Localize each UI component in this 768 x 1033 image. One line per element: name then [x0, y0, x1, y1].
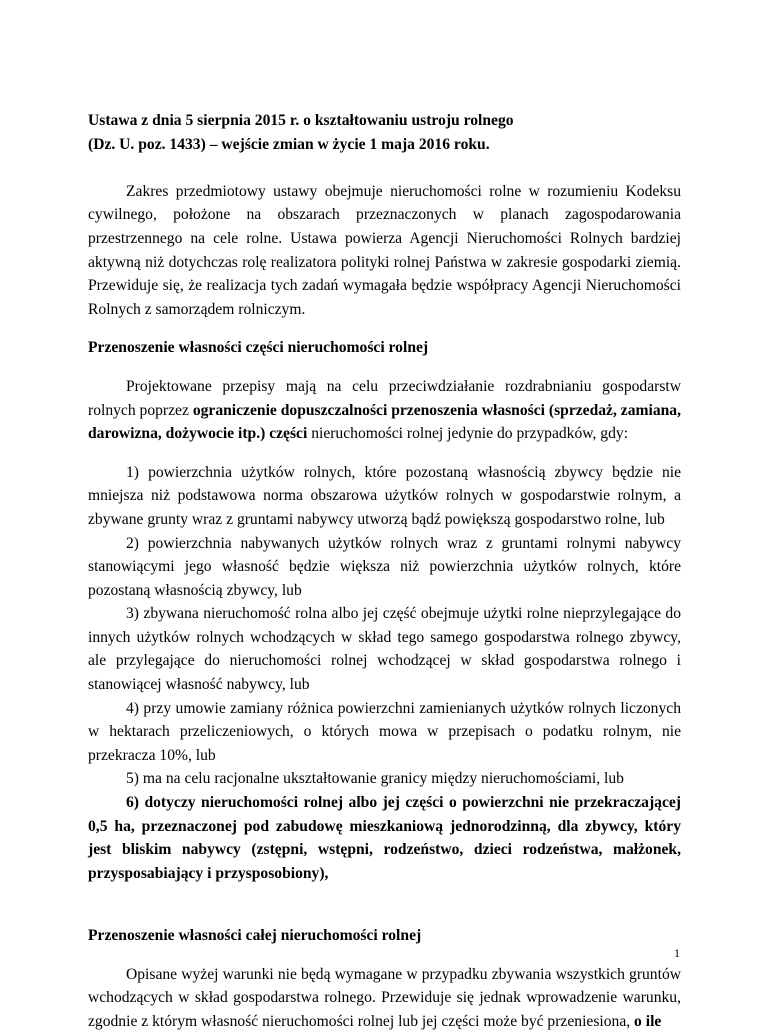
intro-paragraph: Zakres przedmiotowy ustawy obejmuje nieruchomości rolne w rozumieniu Kodeksu cywilnego, położone na obszarach przeznaczonych w planach zagospodarowania przestrzennego na cele rolne. Ustawa powierza Agencji Nieruchomości Rolnych bardziej aktywną niż dotychczas rolę realizatora polityki rolnej Państwa w zakresie gospodarki ziemią. Przewiduje się, że realizacja tych zadań wymagała będzie współpracy Agencji Nieruchomości Rolnych z samorządem rolniczym. — [88, 182, 681, 318]
section-heading-part: Przenoszenie własności części nieruchomości rolnej — [88, 339, 429, 357]
document-body — [88, 109, 681, 1033]
section2-text: Opisane wyżej warunki nie będą wymagane w przypadku zbywania wszystkich gruntów wchodzących w skład gospodarstwa rolnego. Przewiduje się jednak wprowadzenie warunku, zgodnie z którym własność nieruchomości rolnej lub jej części może być przeniesiona, — [88, 965, 681, 1030]
spacer — [88, 948, 681, 963]
section1-text-bold: ograniczenie dopuszczalności przenoszenia własności (sprzedaż, zamiana, darowizna, dożywocie itp.) części — [88, 401, 681, 443]
spacer — [88, 446, 681, 461]
page-number: 1 — [674, 946, 680, 960]
list-item-5: 5) ma na celu racjonalne ukształtowanie granicy między nieruchomościami, lub — [126, 770, 624, 788]
list-item-4: 4) przy umowie zamiany różnica powierzchni zamienianych użytków rolnych liczonych w hektarach przeliczeniowych, o których mowa w przepisach o podatku rolnym, nie przekracza 10%, lub — [88, 699, 681, 764]
spacer — [88, 321, 681, 336]
spacer — [88, 360, 681, 375]
list-item-6: 6) dotyczy nieruchomości rolnej albo jej części o powierzchni nie przekraczającej 0,5 ha, przeznaczonej pod zabudowę mieszkaniową jednorodzinną, dla zbywcy, który jest bliskim nabywcy (zstępni, wstępni, rodzeństwo, dzieci rodzeństwa, małżonek, przysposabiający i przysposobiony), — [88, 794, 681, 882]
spacer — [88, 885, 681, 909]
section1-paragraph — [88, 375, 681, 446]
spacer — [88, 909, 681, 924]
list-item-3: 3) zbywana nieruchomość rolna albo jej część obejmuje użytki rolne nieprzylegające do innych użytków rolnych wchodzących w skład tego samego gospodarstwa rolnego zbywcy, ale przylegające do nieruchomości rolnej wchodzącej w skład gospodarstwa rolnego i stanowiącej własność nabywcy, lub — [88, 605, 681, 694]
list-item-2: 2) powierzchnia nabywanych użytków rolnych wraz z gruntami rolnymi nabywcy stanowiącymi jego własność będzie większa niż powierzchnia użytków rolnych, które pozostaną własnością zbywcy, lub — [88, 534, 681, 599]
section1-text-a: Projektowane przepisy mają na celu przeciwdziałanie rozdrabnianiu gospodarstw rolnych poprzez — [88, 377, 681, 419]
section2-text-bold: o ile — [634, 1012, 662, 1030]
section1-text-b: nieruchomości rolnej jedynie do przypadków, gdy: — [311, 425, 629, 443]
document-title-line1: Ustawa z dnia 5 sierpnia 2015 r. o kształtowaniu ustroju rolnego — [88, 112, 514, 129]
spacer — [88, 156, 681, 180]
document-title-line2: (Dz. U. poz. 1433) – wejście zmian w życie 1 maja 2016 roku. — [88, 135, 490, 153]
section-heading-whole: Przenoszenie własności całej nieruchomości rolnej — [88, 927, 422, 944]
list-item-1: 1) powierzchnia użytków rolnych, które pozostaną własnością zbywcy będzie nie mniejsza niż podstawowa norma obszarowa użytków rolnych w gospodarstwie rolnym, a zbywane grunty wraz z gruntami nabywcy utworzą bądź powiększą gospodarstwo rolne, lub — [88, 463, 681, 528]
section2-paragraph — [88, 963, 681, 1033]
